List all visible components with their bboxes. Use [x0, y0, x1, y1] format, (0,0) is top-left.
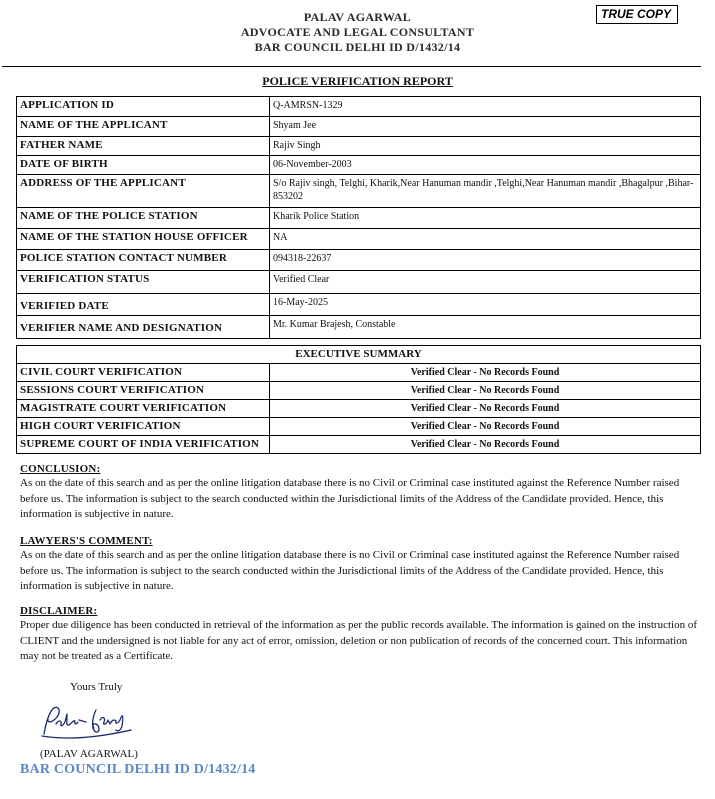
details-row: [17, 117, 701, 137]
disclaimer-text: Proper due diligence has been conducted in retrieval of the information as per the public records available. The information is gained on the instruction of CLIENT and the undersigned is not liable for any act of error, omission, deletion or non publication of records of the concerned court. This information may not be treated as a Certificate.: [20, 619, 697, 662]
advocate-designation: ADVOCATE AND LEGAL CONSULTANT: [240, 25, 475, 39]
summary-row: [17, 418, 701, 436]
details-label: NAME OF THE APPLICANT: [17, 117, 270, 137]
details-value: Rajiv Singh: [270, 137, 701, 156]
lawyers-comment-heading: LAWYERS'S COMMENT:: [20, 535, 153, 547]
details-row: [17, 208, 701, 229]
details-label: APPLICATION ID: [17, 97, 270, 117]
details-row: [17, 229, 701, 250]
details-value: NA: [270, 229, 701, 250]
details-table: [16, 96, 701, 339]
details-label: VERIFIER NAME AND DESIGNATION: [17, 316, 270, 339]
summary-label: SESSIONS COURT VERIFICATION: [17, 382, 270, 400]
disclaimer-section: [20, 604, 700, 665]
summary-table-body: [17, 346, 701, 454]
advocate-bar-council-id: BAR COUNCIL DELHI ID D/1432/14: [254, 40, 461, 54]
details-row: [17, 97, 701, 117]
summary-row: [17, 364, 701, 382]
details-row: [17, 137, 701, 156]
conclusion-heading: CONCLUSION:: [20, 463, 101, 475]
report-title: POLICE VERIFICATION REPORT: [262, 74, 453, 88]
details-label: DATE OF BIRTH: [17, 156, 270, 175]
summary-row: [17, 400, 701, 418]
details-value: Mr. Kumar Brajesh, Constable: [270, 316, 701, 339]
details-label: VERIFIED DATE: [17, 294, 270, 316]
summary-label: SUPREME COURT OF INDIA VERIFICATION: [17, 436, 270, 454]
summary-row: [17, 382, 701, 400]
details-value: Q-AMRSN-1329: [270, 97, 701, 117]
details-label: ADDRESS OF THE APPLICANT: [17, 175, 270, 208]
details-value: 16-May-2025: [270, 294, 701, 316]
details-label: NAME OF THE STATION HOUSE OFFICER: [17, 229, 270, 250]
summary-label: MAGISTRATE COURT VERIFICATION: [17, 400, 270, 418]
conclusion-text: As on the date of this search and as per the online litigation database there is no Civil or Criminal case instituted against the Reference Number raised before us. The information is subject to the search conducted within the Jurisdictional limits of the Address of the Candidate provided. Hence, this information is subjective in nature.: [20, 477, 680, 520]
lawyers-comment-section: [20, 534, 700, 595]
details-row: [17, 175, 701, 208]
summary-row: [17, 436, 701, 454]
details-value: Kharik Police Station: [270, 208, 701, 229]
details-value: S/o Rajiv singh, Telghi, Kharik,Near Hanuman mandir ,Telghi,Near Hanuman mandir ,Bhagalpur ,Bihar-853202: [270, 175, 701, 208]
signer-name: (PALAV AGARWAL): [40, 748, 138, 760]
details-label: FATHER NAME: [17, 137, 270, 156]
summary-value: Verified Clear - No Records Found: [270, 382, 701, 400]
summary-header-row: [17, 346, 701, 364]
details-value: Shyam Jee: [270, 117, 701, 137]
details-value: 06-November-2003: [270, 156, 701, 175]
details-table-body: [17, 97, 701, 339]
summary-value: Verified Clear - No Records Found: [270, 418, 701, 436]
details-row: [17, 156, 701, 175]
disclaimer-heading: DISCLAIMER:: [20, 605, 98, 617]
summary-value: Verified Clear - No Records Found: [270, 436, 701, 454]
footer-bar-council-id: BAR COUNCIL DELHI ID D/1432/14: [20, 762, 256, 777]
summary-value: Verified Clear - No Records Found: [270, 364, 701, 382]
details-label: VERIFICATION STATUS: [17, 271, 270, 294]
details-label: POLICE STATION CONTACT NUMBER: [17, 250, 270, 271]
details-value: Verified Clear: [270, 271, 701, 294]
conclusion-section: [20, 462, 700, 523]
summary-label: CIVIL COURT VERIFICATION: [17, 364, 270, 382]
lawyers-comment-text: As on the date of this search and as per the online litigation database there is no Civil or Criminal case instituted against the Reference Number raised before us. The information is subject to the search conducted within the Jurisdictional limits of the Address of the Candidate provided. Hence, this information is subjective in nature.: [20, 549, 680, 592]
details-row: [17, 271, 701, 294]
executive-summary-table: [16, 345, 701, 454]
details-value: 094318-22637: [270, 250, 701, 271]
summary-value: Verified Clear - No Records Found: [270, 400, 701, 418]
details-row: [17, 316, 701, 339]
details-label: NAME OF THE POLICE STATION: [17, 208, 270, 229]
details-row: [17, 294, 701, 316]
summary-title: EXECUTIVE SUMMARY: [17, 346, 701, 364]
closing-salutation: Yours Truly: [70, 681, 123, 693]
true-copy-stamp: TRUE COPY: [596, 5, 678, 24]
details-row: [17, 250, 701, 271]
header-divider: [2, 66, 701, 67]
advocate-name: PALAV AGARWAL: [303, 10, 412, 24]
handwritten-signature: [36, 700, 146, 746]
summary-label: HIGH COURT VERIFICATION: [17, 418, 270, 436]
